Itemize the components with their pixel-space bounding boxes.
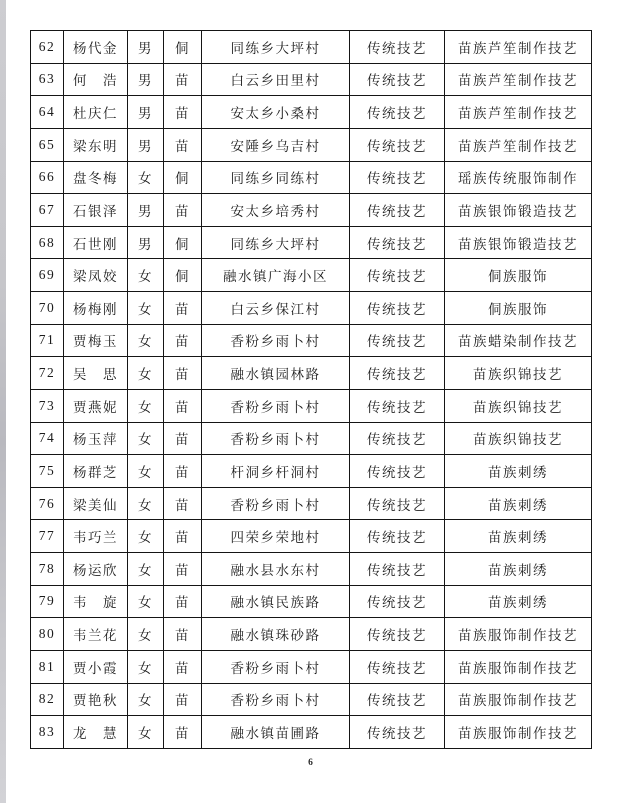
cell-serial: 67 <box>31 194 64 227</box>
table-row <box>31 128 592 161</box>
cell-name: 贾燕妮 <box>64 389 128 422</box>
cell-address: 同练乡大坪村 <box>202 31 350 64</box>
cell-name: 杨代金 <box>64 31 128 64</box>
cell-category: 传统技艺 <box>350 259 445 292</box>
cell-ethnicity: 侗 <box>164 161 202 194</box>
cell-ethnicity: 苗 <box>164 292 202 325</box>
cell-gender: 男 <box>128 63 164 96</box>
cell-name: 梁东明 <box>64 128 128 161</box>
cell-serial: 62 <box>31 31 64 64</box>
cell-category: 传统技艺 <box>350 292 445 325</box>
table-row <box>31 31 592 64</box>
cell-name: 韦巧兰 <box>64 520 128 553</box>
cell-craft: 苗族刺绣 <box>445 487 592 520</box>
table-row <box>31 161 592 194</box>
cell-category: 传统技艺 <box>350 520 445 553</box>
cell-gender: 男 <box>128 194 164 227</box>
cell-name: 盘冬梅 <box>64 161 128 194</box>
cell-gender: 女 <box>128 324 164 357</box>
cell-serial: 73 <box>31 389 64 422</box>
scan-edge-shadow <box>0 0 6 803</box>
cell-gender: 女 <box>128 618 164 651</box>
cell-craft: 苗族银饰锻造技艺 <box>445 226 592 259</box>
cell-category: 传统技艺 <box>350 716 445 749</box>
cell-ethnicity: 苗 <box>164 553 202 586</box>
cell-ethnicity: 苗 <box>164 389 202 422</box>
cell-gender: 女 <box>128 585 164 618</box>
cell-craft: 苗族芦笙制作技艺 <box>445 128 592 161</box>
cell-category: 传统技艺 <box>350 63 445 96</box>
table-row <box>31 63 592 96</box>
cell-ethnicity: 苗 <box>164 194 202 227</box>
cell-name: 梁凤姣 <box>64 259 128 292</box>
table-row <box>31 455 592 488</box>
cell-category: 传统技艺 <box>350 128 445 161</box>
cell-serial: 64 <box>31 96 64 129</box>
table-row <box>31 650 592 683</box>
cell-serial: 63 <box>31 63 64 96</box>
cell-name: 石银泽 <box>64 194 128 227</box>
cell-serial: 77 <box>31 520 64 553</box>
cell-serial: 75 <box>31 455 64 488</box>
table-row <box>31 585 592 618</box>
cell-category: 传统技艺 <box>350 324 445 357</box>
cell-ethnicity: 苗 <box>164 422 202 455</box>
cell-serial: 68 <box>31 226 64 259</box>
cell-name: 杨群芝 <box>64 455 128 488</box>
cell-gender: 女 <box>128 455 164 488</box>
cell-craft: 苗族蜡染制作技艺 <box>445 324 592 357</box>
cell-category: 传统技艺 <box>350 650 445 683</box>
cell-name: 韦兰花 <box>64 618 128 651</box>
cell-name: 杨玉萍 <box>64 422 128 455</box>
cell-address: 安太乡小桑村 <box>202 96 350 129</box>
cell-craft: 苗族织锦技艺 <box>445 422 592 455</box>
cell-ethnicity: 苗 <box>164 324 202 357</box>
cell-craft: 苗族芦笙制作技艺 <box>445 96 592 129</box>
cell-gender: 女 <box>128 292 164 325</box>
cell-name: 贾艳秋 <box>64 683 128 716</box>
cell-category: 传统技艺 <box>350 618 445 651</box>
cell-name: 石世刚 <box>64 226 128 259</box>
cell-category: 传统技艺 <box>350 455 445 488</box>
table-row <box>31 292 592 325</box>
cell-serial: 70 <box>31 292 64 325</box>
cell-category: 传统技艺 <box>350 683 445 716</box>
cell-gender: 男 <box>128 31 164 64</box>
cell-name: 杨运欣 <box>64 553 128 586</box>
cell-category: 传统技艺 <box>350 31 445 64</box>
cell-gender: 女 <box>128 357 164 390</box>
table-row <box>31 618 592 651</box>
table-row <box>31 716 592 749</box>
cell-gender: 女 <box>128 389 164 422</box>
cell-gender: 男 <box>128 128 164 161</box>
cell-craft: 苗族服饰制作技艺 <box>445 618 592 651</box>
cell-name: 贾梅玉 <box>64 324 128 357</box>
cell-address: 香粉乡雨卜村 <box>202 324 350 357</box>
cell-ethnicity: 苗 <box>164 520 202 553</box>
cell-ethnicity: 苗 <box>164 716 202 749</box>
table-row <box>31 194 592 227</box>
cell-address: 同练乡大坪村 <box>202 226 350 259</box>
cell-gender: 女 <box>128 487 164 520</box>
cell-category: 传统技艺 <box>350 357 445 390</box>
cell-craft: 苗族刺绣 <box>445 455 592 488</box>
cell-serial: 72 <box>31 357 64 390</box>
cell-gender: 女 <box>128 161 164 194</box>
cell-address: 安太乡培秀村 <box>202 194 350 227</box>
cell-ethnicity: 苗 <box>164 96 202 129</box>
cell-craft: 苗族刺绣 <box>445 520 592 553</box>
cell-address: 香粉乡雨卜村 <box>202 422 350 455</box>
roster-table-body <box>31 31 592 749</box>
table-row <box>31 520 592 553</box>
cell-serial: 76 <box>31 487 64 520</box>
cell-category: 传统技艺 <box>350 422 445 455</box>
table-row <box>31 553 592 586</box>
cell-ethnicity: 苗 <box>164 618 202 651</box>
cell-address: 香粉乡雨卜村 <box>202 683 350 716</box>
cell-address: 融水镇园林路 <box>202 357 350 390</box>
cell-serial: 66 <box>31 161 64 194</box>
table-row <box>31 422 592 455</box>
cell-craft: 苗族芦笙制作技艺 <box>445 31 592 64</box>
cell-address: 香粉乡雨卜村 <box>202 389 350 422</box>
table-row <box>31 389 592 422</box>
cell-gender: 女 <box>128 683 164 716</box>
cell-name: 贾小霞 <box>64 650 128 683</box>
cell-craft: 苗族服饰制作技艺 <box>445 716 592 749</box>
cell-name: 吴 思 <box>64 357 128 390</box>
cell-craft: 苗族刺绣 <box>445 585 592 618</box>
cell-category: 传统技艺 <box>350 553 445 586</box>
cell-address: 融水县水东村 <box>202 553 350 586</box>
cell-gender: 女 <box>128 553 164 586</box>
table-row <box>31 324 592 357</box>
cell-ethnicity: 苗 <box>164 683 202 716</box>
cell-address: 四荣乡荣地村 <box>202 520 350 553</box>
cell-gender: 女 <box>128 650 164 683</box>
cell-address: 白云乡田里村 <box>202 63 350 96</box>
cell-serial: 83 <box>31 716 64 749</box>
cell-address: 杆洞乡杆洞村 <box>202 455 350 488</box>
cell-craft: 苗族银饰锻造技艺 <box>445 194 592 227</box>
cell-craft: 侗族服饰 <box>445 259 592 292</box>
cell-gender: 男 <box>128 226 164 259</box>
cell-craft: 瑶族传统服饰制作 <box>445 161 592 194</box>
cell-serial: 71 <box>31 324 64 357</box>
table-row <box>31 96 592 129</box>
cell-ethnicity: 侗 <box>164 259 202 292</box>
roster-table <box>30 30 592 749</box>
cell-address: 融水镇广海小区 <box>202 259 350 292</box>
cell-ethnicity: 侗 <box>164 226 202 259</box>
cell-category: 传统技艺 <box>350 226 445 259</box>
cell-serial: 79 <box>31 585 64 618</box>
cell-ethnicity: 苗 <box>164 63 202 96</box>
cell-gender: 女 <box>128 716 164 749</box>
cell-ethnicity: 苗 <box>164 487 202 520</box>
table-row <box>31 226 592 259</box>
cell-gender: 男 <box>128 96 164 129</box>
cell-serial: 80 <box>31 618 64 651</box>
cell-craft: 苗族织锦技艺 <box>445 389 592 422</box>
cell-craft: 苗族织锦技艺 <box>445 357 592 390</box>
cell-address: 融水镇苗圃路 <box>202 716 350 749</box>
cell-serial: 78 <box>31 553 64 586</box>
cell-category: 传统技艺 <box>350 96 445 129</box>
cell-serial: 69 <box>31 259 64 292</box>
cell-serial: 81 <box>31 650 64 683</box>
cell-serial: 74 <box>31 422 64 455</box>
cell-category: 传统技艺 <box>350 194 445 227</box>
cell-address: 白云乡保江村 <box>202 292 350 325</box>
cell-craft: 苗族服饰制作技艺 <box>445 650 592 683</box>
cell-category: 传统技艺 <box>350 161 445 194</box>
cell-address: 融水镇民族路 <box>202 585 350 618</box>
cell-name: 杜庆仁 <box>64 96 128 129</box>
cell-ethnicity: 苗 <box>164 357 202 390</box>
page-number: 6 <box>308 758 313 768</box>
cell-craft: 侗族服饰 <box>445 292 592 325</box>
cell-gender: 女 <box>128 259 164 292</box>
cell-ethnicity: 苗 <box>164 128 202 161</box>
cell-name: 龙 慧 <box>64 716 128 749</box>
table-row <box>31 259 592 292</box>
table-row <box>31 357 592 390</box>
cell-craft: 苗族芦笙制作技艺 <box>445 63 592 96</box>
cell-serial: 65 <box>31 128 64 161</box>
cell-address: 香粉乡雨卜村 <box>202 650 350 683</box>
cell-name: 杨梅刚 <box>64 292 128 325</box>
cell-address: 安陲乡乌吉村 <box>202 128 350 161</box>
cell-name: 何 浩 <box>64 63 128 96</box>
cell-category: 传统技艺 <box>350 585 445 618</box>
table-row <box>31 683 592 716</box>
table-row <box>31 487 592 520</box>
cell-name: 韦 旋 <box>64 585 128 618</box>
cell-category: 传统技艺 <box>350 487 445 520</box>
cell-ethnicity: 苗 <box>164 650 202 683</box>
cell-address: 融水镇珠砂路 <box>202 618 350 651</box>
cell-gender: 女 <box>128 422 164 455</box>
cell-category: 传统技艺 <box>350 389 445 422</box>
cell-craft: 苗族服饰制作技艺 <box>445 683 592 716</box>
cell-serial: 82 <box>31 683 64 716</box>
cell-ethnicity: 苗 <box>164 585 202 618</box>
cell-ethnicity: 侗 <box>164 31 202 64</box>
cell-name: 梁美仙 <box>64 487 128 520</box>
cell-address: 同练乡同练村 <box>202 161 350 194</box>
cell-craft: 苗族刺绣 <box>445 553 592 586</box>
cell-ethnicity: 苗 <box>164 455 202 488</box>
cell-gender: 女 <box>128 520 164 553</box>
cell-address: 香粉乡雨卜村 <box>202 487 350 520</box>
